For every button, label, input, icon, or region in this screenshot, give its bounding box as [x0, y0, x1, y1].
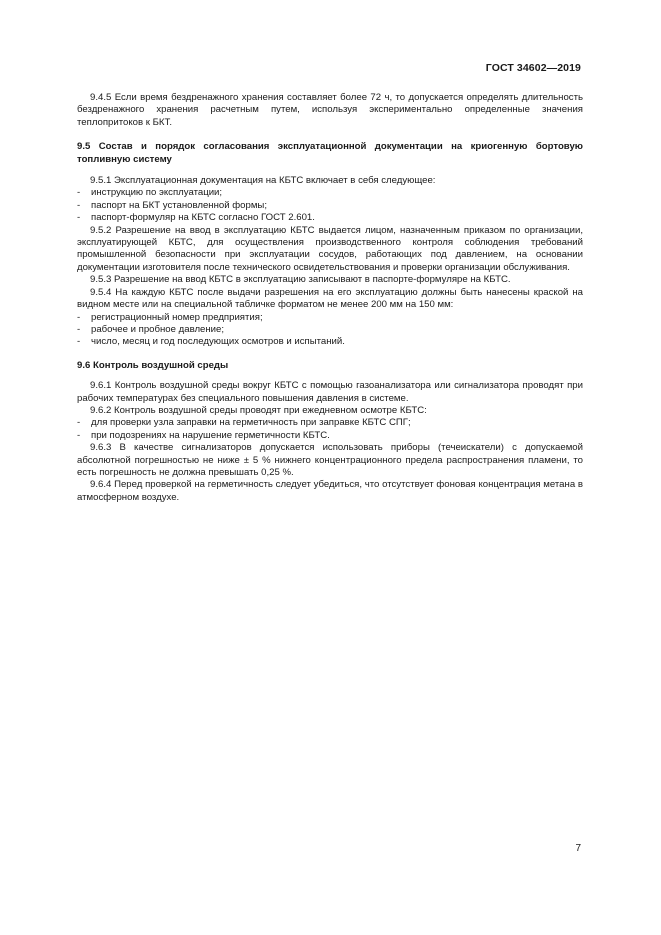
list-item — [77, 212, 583, 224]
paragraph-9-5-3: 9.5.3 Разрешение на ввод КБТС в эксплуатацию записывают в паспорте-формуляре на КБТС. — [90, 274, 511, 286]
list-item-text: рабочее и пробное давление; — [91, 323, 225, 335]
list-item — [77, 312, 583, 324]
dash-marker: - — [77, 212, 81, 224]
dash-marker: - — [77, 336, 81, 348]
dash-marker: - — [77, 417, 81, 429]
paragraph-9-5-1: 9.5.1 Эксплуатационная документация на КБТС включает в себя следующее: — [90, 175, 436, 187]
paragraph-9-5-4: 9.5.4 На каждую КБТС после выдачи разрешения на его эксплуатацию должны быть нанесены краской на видном месте или на специальной табличке форматом не менее 200 мм на 150 мм: — [77, 286, 583, 311]
list-item-text: инструкцию по эксплуатации; — [91, 187, 223, 199]
page-content — [77, 92, 583, 504]
paragraph-9-6-3: 9.6.3 В качестве сигнализаторов допускается использовать приборы (течеискатели) с допускаемой абсолютной погрешностью не ниже ± 5 % нижнего концентрационного предела распространения пламени, то есть погрешность не должна превышать 0,25 %. — [77, 442, 583, 478]
list-item-text: число, месяц и год последующих осмотров и испытаний. — [91, 336, 345, 348]
section-heading-9-5: 9.5 Состав и порядок согласования эксплуатационной документации на криогенную бортовую топливную систему — [77, 141, 583, 165]
paragraph-9-4-5: 9.4.5 Если время бездренажного хранения составляет более 72 ч, то допускается определять длительность бездренажного хранения расчетным путем, используя экспериментально определенные значения теплопритоков к БКТ. — [77, 92, 583, 128]
paragraph-9-6-1: 9.6.1 Контроль воздушной среды вокруг КБТС с помощью газоанализатора или сигнализатора проводят при рабочих температурах без специального повышения давления в системе. — [77, 380, 583, 404]
list-item-text: при подозрениях на нарушение герметичности КБТС. — [91, 429, 330, 441]
dash-marker: - — [77, 187, 81, 199]
page-number: 7 — [575, 843, 581, 854]
list-9-5-4 — [77, 312, 583, 349]
dash-marker: - — [77, 323, 81, 335]
dash-marker: - — [77, 429, 81, 441]
dash-marker: - — [77, 311, 81, 323]
list-9-6-2 — [77, 417, 583, 442]
document-header-standard: ГОСТ 34602—2019 — [485, 62, 581, 74]
list-item — [77, 430, 583, 442]
paragraph-9-6-4: 9.6.4 Перед проверкой на герметичность следует убедиться, что отсутствует фоновая концентрация метана в атмосферном воздухе. — [77, 479, 583, 503]
list-item — [77, 324, 583, 336]
dash-marker: - — [77, 199, 81, 211]
section-heading-9-6: 9.6 Контроль воздушной среды — [77, 359, 229, 371]
list-item-text: паспорт на БКТ установленной формы; — [91, 199, 267, 211]
list-item-text: паспорт-формуляр на КБТС согласно ГОСТ 2.601. — [91, 212, 315, 224]
list-9-5-1 — [77, 187, 583, 224]
list-item — [77, 336, 583, 348]
list-item — [77, 417, 583, 429]
paragraph-9-6-2: 9.6.2 Контроль воздушной среды проводят при ежедневном осмотре КБТС: — [90, 404, 427, 416]
list-item — [77, 200, 583, 212]
list-item-text: регистрационный номер предприятия; — [91, 311, 263, 323]
paragraph-9-5-2: 9.5.2 Разрешение на ввод в эксплуатацию КБТС выдается лицом, назначенным приказом по организации, эксплуатирующей КБТС, для осуществления производственного контроля соблюдения требований промышленной безопасности при эксплуатации сосудов, работающих под давлением, на основании документации изготовителя после технического освидетельствования и проверки организации обслуживания. — [77, 224, 583, 273]
list-item — [77, 187, 583, 199]
list-item-text: для проверки узла заправки на герметичность при заправке КБТС СПГ; — [91, 417, 411, 429]
